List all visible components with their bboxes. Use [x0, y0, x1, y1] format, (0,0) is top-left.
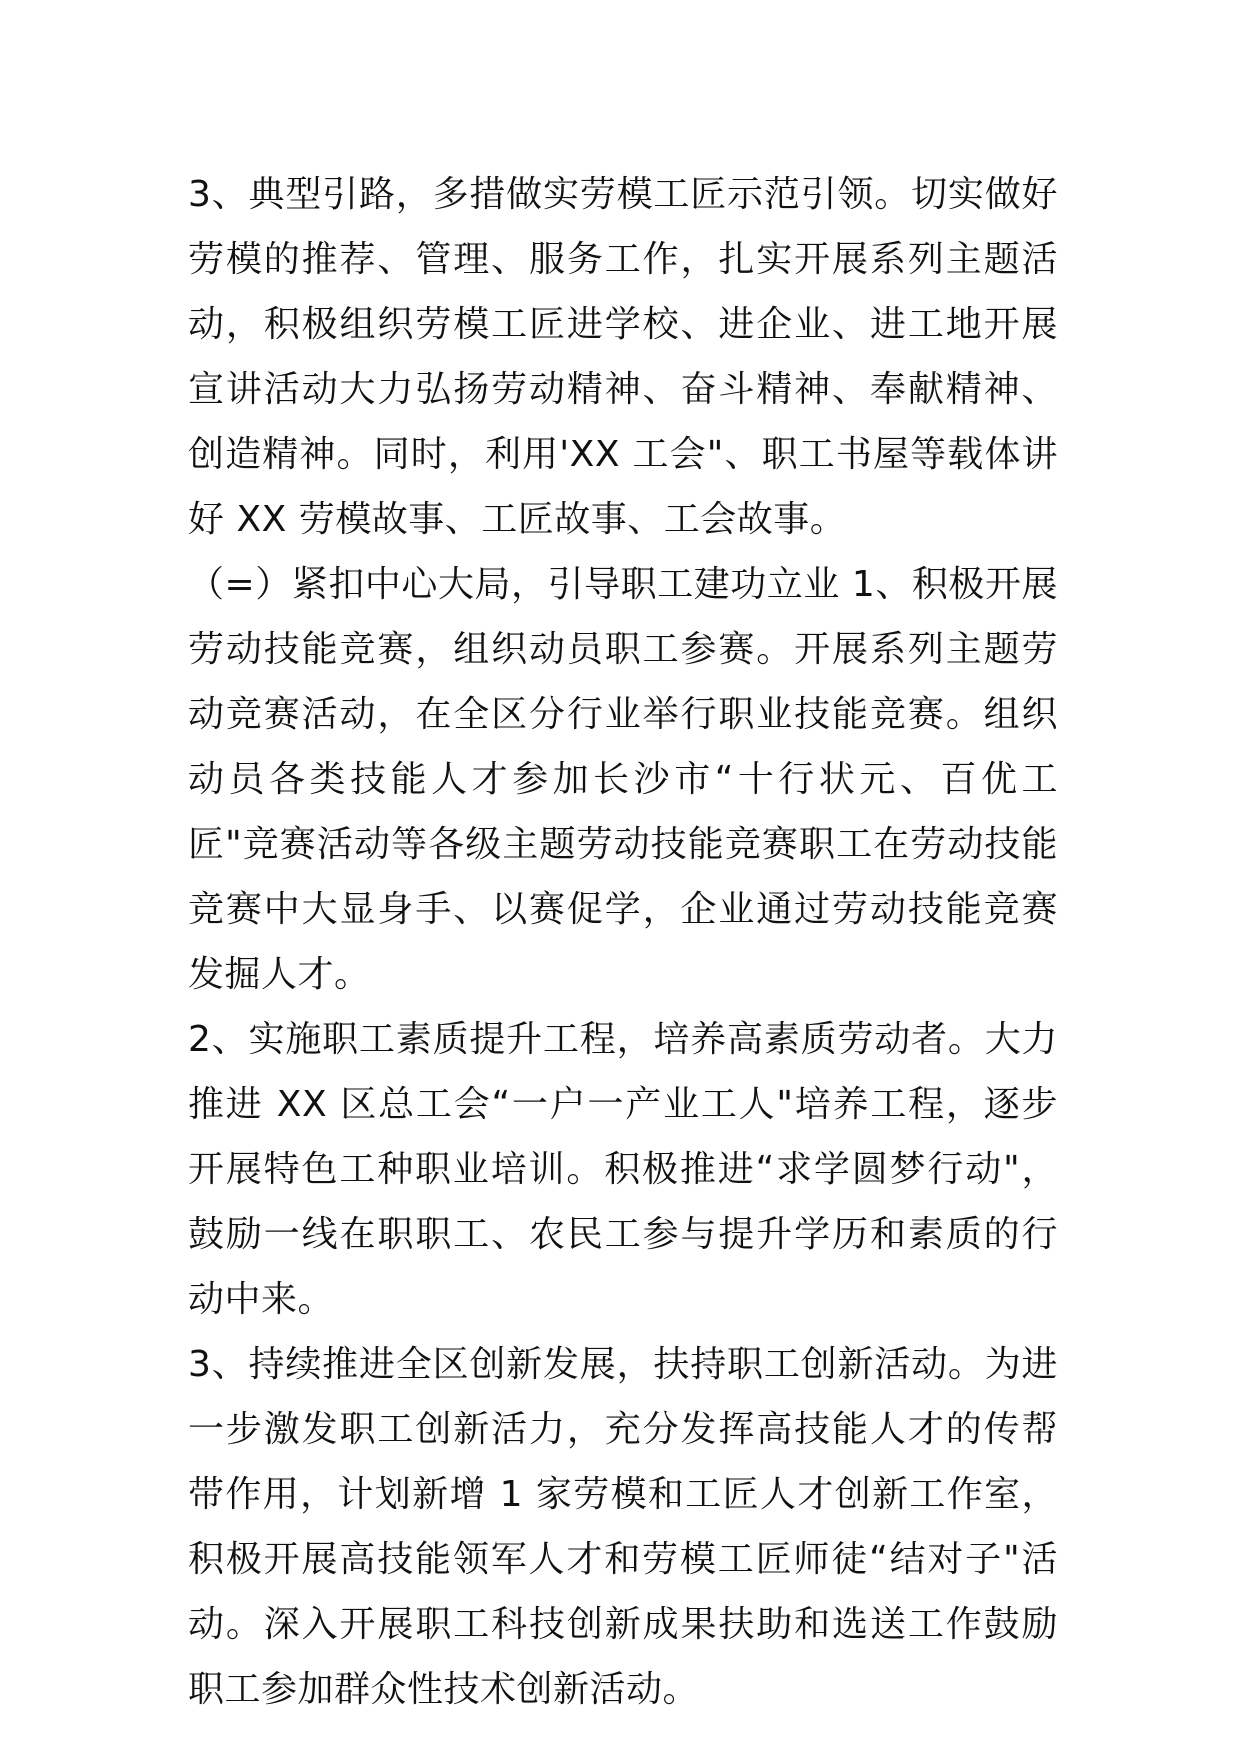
document-body — [188, 162, 1058, 1722]
paragraph-model-worker-guidance: 3、典型引路，多措做实劳模工匠示范引领。切实做好劳模的推荐、管理、服务工作，扎实开展系列主题活动，积极组织劳模工匠进学校、进企业、进工地开展宣讲活动大力弘扬劳动精神、奋斗精神、奉献精神、创造精神。同时，利用'XX 工会"、职工书屋等载体讲好 XX 劳模故事、工匠故事、工会故事。 — [188, 174, 1058, 540]
paragraph-skill-competition: （=）紧扣中心大局，引导职工建功立业 1、积极开展劳动技能竞赛，组织动员职工参赛。开展系列主题劳动竞赛活动，在全区分行业举行职业技能竞赛。组织动员各类技能人才参加长沙市“十行状元、百优工匠"竞赛活动等各级主题劳动技能竞赛职工在劳动技能竞赛中大显身手、以赛促学，企业通过劳动技能竞赛发掘人才。 — [188, 564, 1058, 995]
paragraph-innovation-development: 3、持续推进全区创新发展，扶持职工创新活动。为进一步激发职工创新活力，充分发挥高技能人才的传帮带作用，计划新增 1 家劳模和工匠人才创新工作室，积极开展高技能领军人才和劳模工匠师徒“结对子"活动。深入开展职工科技创新成果扶助和选送工作鼓励职工参加群众性技术创新活动。 — [188, 1344, 1058, 1710]
paragraph-quality-improvement: 2、实施职工素质提升工程，培养高素质劳动者。大力推进 XX 区总工会“一户一产业工人"培养工程，逐步开展特色工种职业培训。积极推进“求学圆梦行动"，鼓励一线在职职工、农民工参与提升学历和素质的行动中来。 — [188, 1019, 1058, 1320]
